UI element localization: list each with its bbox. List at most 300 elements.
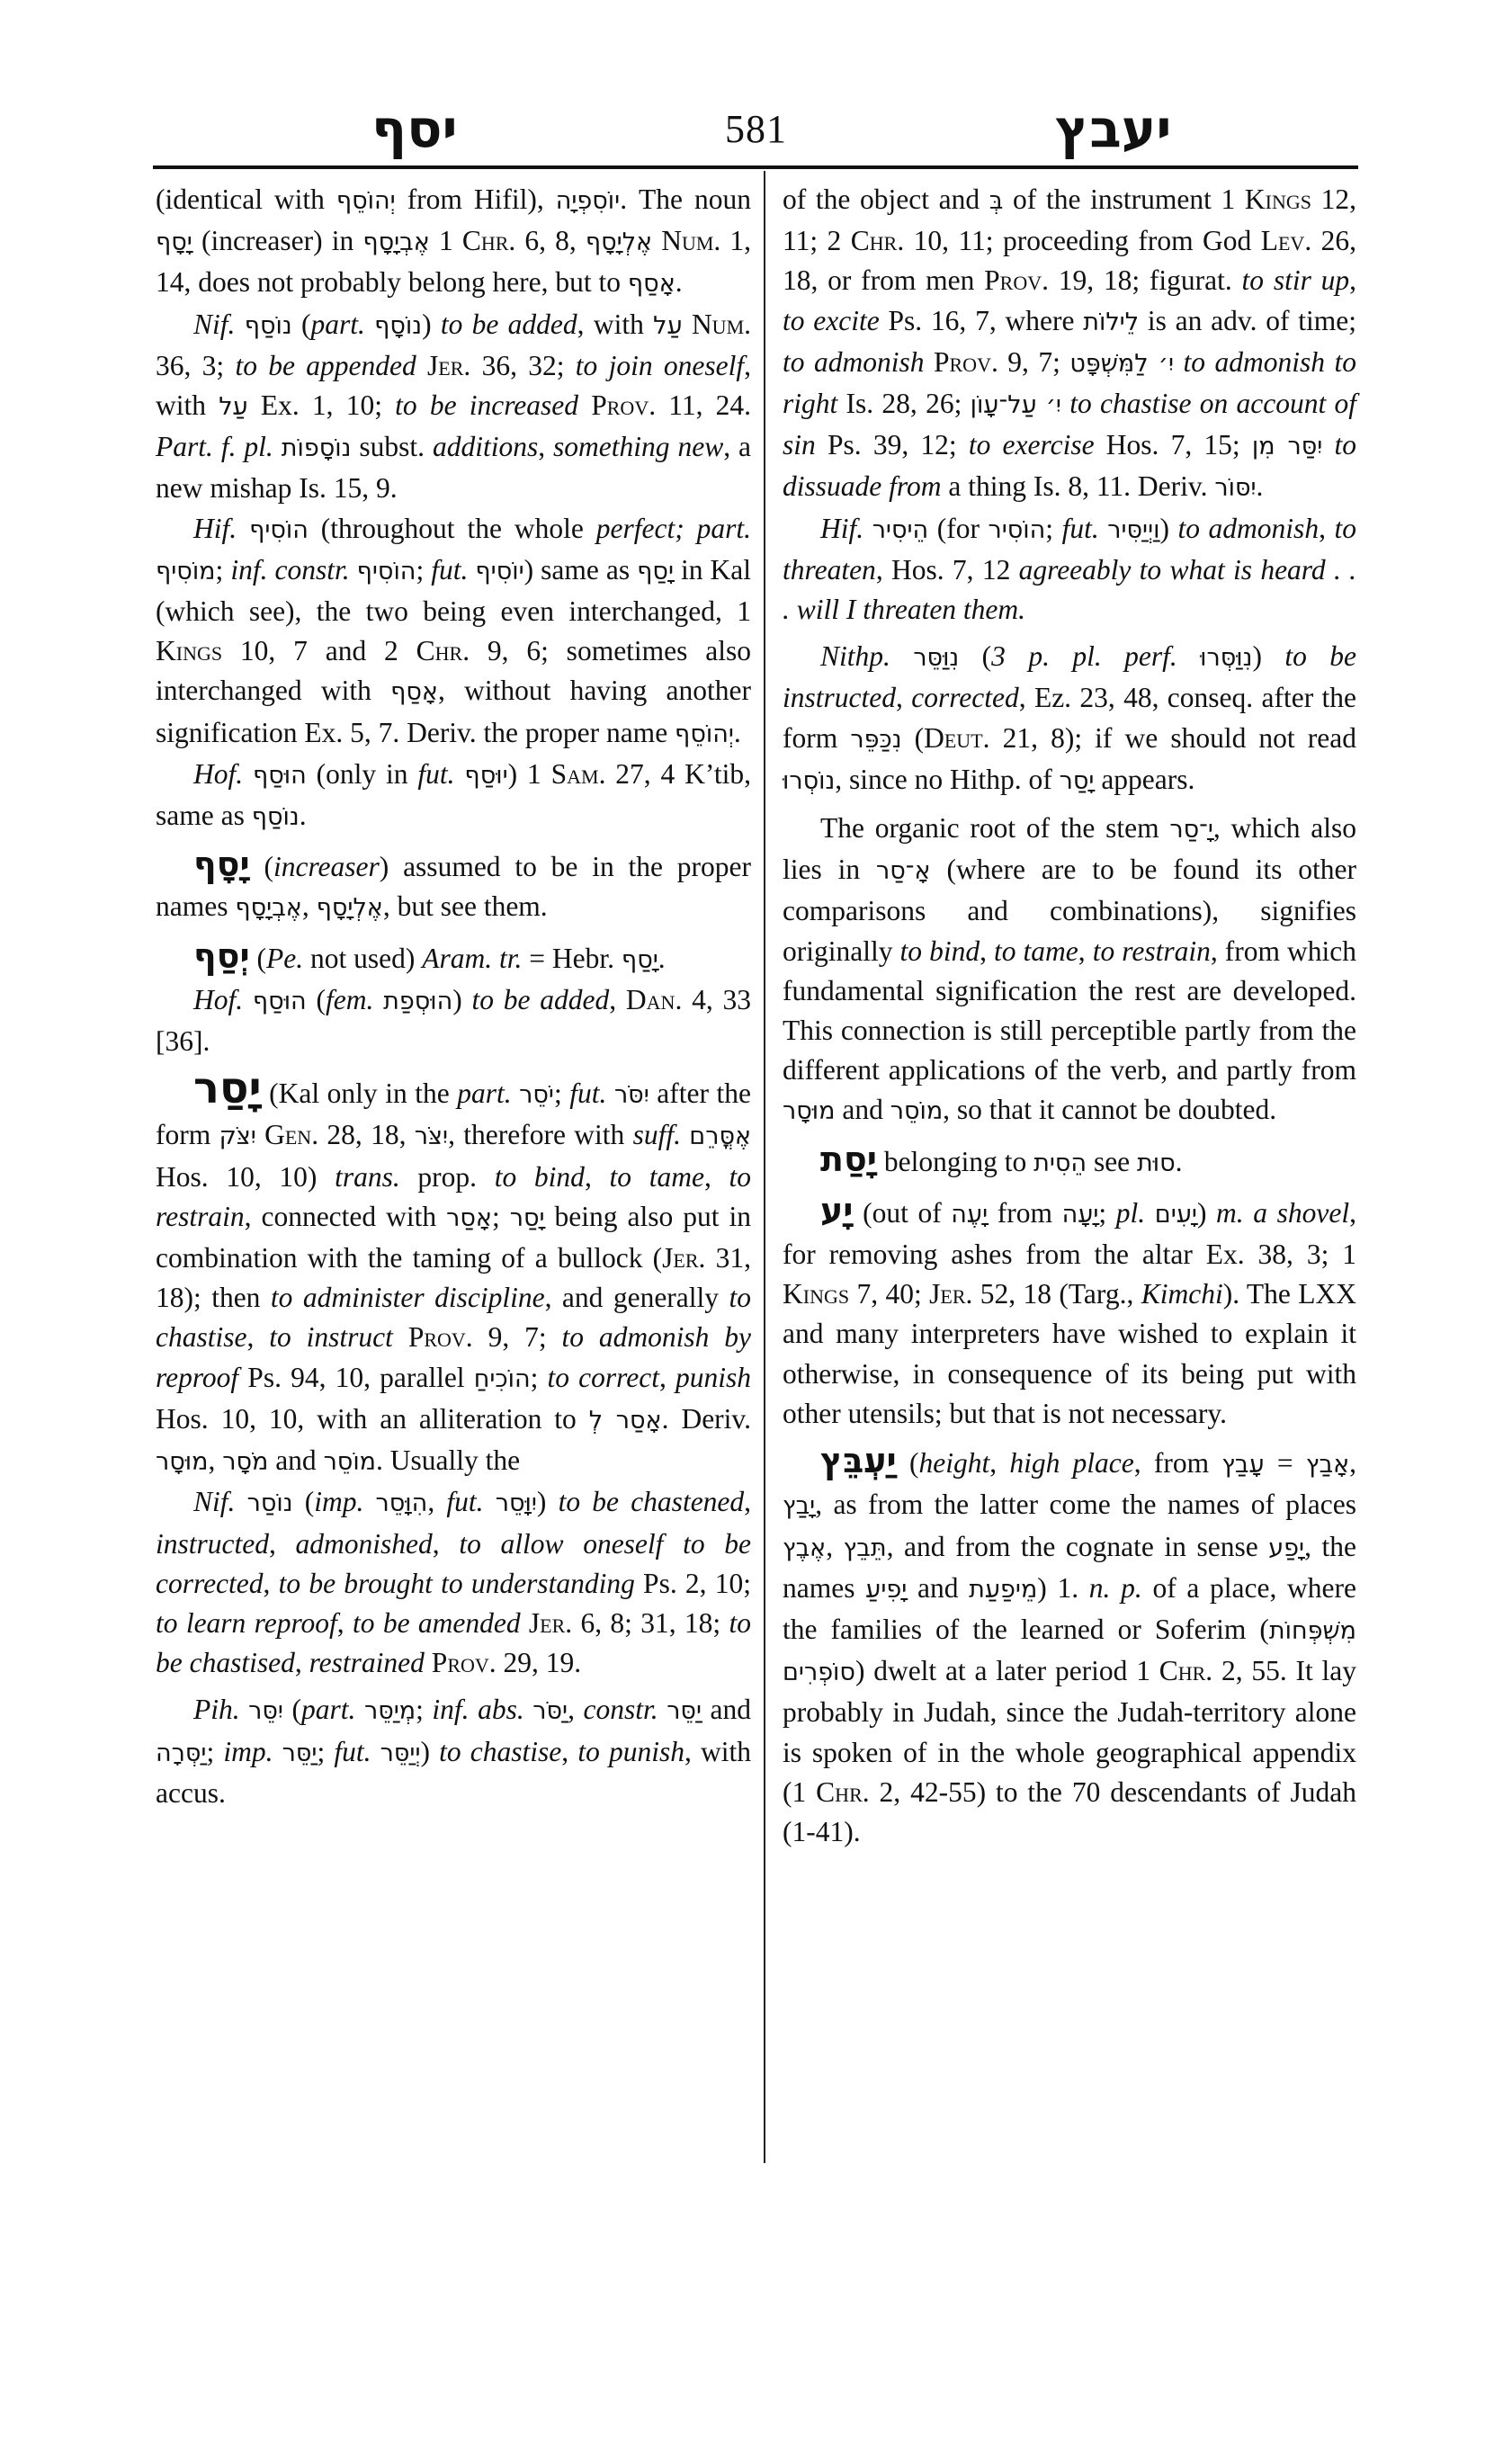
hebrew-word: אָסַר [446,1203,492,1232]
hebrew-word: יֹסֵר [519,1081,554,1110]
text-run: , with [577,308,654,340]
running-head-right-word: יעבץ [1055,98,1172,159]
text-run: , [1319,512,1335,544]
italic-gloss: to be added [440,308,577,340]
hebrew-word: יָ־סַר [1169,816,1213,845]
text-run: , [269,1527,296,1560]
text-run [1145,1197,1155,1229]
text-run [235,1486,246,1517]
text-run: , connected with [244,1200,447,1232]
italic-gloss: fut. [1061,512,1099,544]
text-run [683,308,692,340]
text-run [273,431,282,462]
hebrew-word: הוֹסִיר [988,515,1046,544]
italic-gloss: to tame [994,934,1078,967]
book-abbreviation: Prov [591,389,649,422]
text-run: , [294,1647,309,1679]
hebrew-word: יָעִים [1154,1200,1197,1229]
italic-gloss: to chastise [439,1735,562,1767]
book-abbreviation: Deut [924,721,983,754]
italic-gloss: to be instructed [783,640,1357,714]
text-run: of a place, where the families of the learned or Soferim ( [783,1571,1356,1645]
hebrew-word: אֶלְיָסָף [585,228,653,257]
hebrew-word: נוֹסַף [244,311,292,340]
hebrew-word: בְּ [989,187,1004,215]
text-run: see [1087,1145,1138,1177]
text-run: ; [416,553,432,586]
italic-gloss: to restrain [1092,934,1211,967]
text-run: , [826,1530,844,1562]
text-run [512,1077,520,1109]
italic-gloss: to be added [471,983,610,1015]
hebrew-word: יוּסַף [464,761,508,790]
book-abbreviation: Prov [984,264,1042,297]
text-run: ) [452,983,472,1015]
italic-gloss: to exercise [968,429,1095,461]
text-run: . Deriv. [661,1402,751,1435]
text-run: , as from the latter come the names of places [815,1489,1356,1521]
hebrew-word: יְהוֹסֵף [336,187,396,215]
hebrew-word: יָפַע [1268,1533,1305,1562]
text-run: , [301,890,317,923]
italic-gloss: to chastise [156,1282,752,1354]
italic-gloss: to learn reproof [156,1606,337,1639]
text-run: , [703,1160,729,1193]
hebrew-word: מְיַסֵּר [363,1697,416,1726]
text-run: . 4, 33 [36]. [156,983,752,1058]
hebrew-word: מִשְׁפְּחוֹת סוֹפְרִים [783,1616,1356,1687]
italic-gloss: punish [675,1361,751,1393]
text-run: (only in [306,757,418,790]
text-run [273,1736,282,1767]
entry-paragraph [783,509,1356,630]
entry-paragraph [783,1441,1356,1852]
hebrew-word: יַסֹּר [532,1697,568,1726]
text-run: , [263,1567,279,1599]
italic-gloss: fut. [446,1486,484,1518]
headword: יַעְבֵּץ [820,1441,897,1481]
text-run [363,1486,375,1517]
text-run: Hos. 10, 10) [156,1160,336,1193]
italic-gloss: Aram. tr. [422,942,523,974]
text-run: , so that it cannot be doubted. [943,1094,1277,1126]
italic-gloss: to be amended [353,1606,521,1639]
book-abbreviation: Jer [427,349,464,381]
book-abbreviation: Chr [416,635,463,667]
text-run: . [658,942,666,974]
headword: יָסָף [193,845,250,885]
column-divider [764,171,765,2163]
entry-paragraph [156,980,751,1061]
hebrew-word: יִצֹּק [219,1122,256,1151]
hebrew-word: אָבַץ [1305,1451,1350,1480]
text-run: (where are to be found its other comparisons and combinations), signifies originally [783,854,1356,967]
hebrew-word: אֶסֳּרֵם [689,1122,752,1151]
text-run: ; [206,1735,224,1767]
book-abbreviation: Chr [461,225,509,257]
italic-gloss: inf. constr. [230,553,350,586]
text-run: after the form [156,1077,751,1151]
page-number: 581 [725,107,787,151]
hebrew-word: הוֹסִיף [249,515,309,544]
text-run: . 19, 18; figurat. [1042,264,1242,297]
text-run [863,513,872,544]
text-run: , [1349,1447,1357,1480]
text-run: 1 [429,225,462,257]
text-run: , [989,1447,1010,1480]
italic-gloss: to instruct [269,1321,393,1354]
hebrew-word: יִסֵּר [248,1697,283,1726]
text-run: . [1256,470,1264,503]
text-run [350,554,357,586]
hebrew-word: הֵיסִיר [872,515,929,544]
header-rule [153,165,1358,169]
hebrew-word: אֶבְיָסָף [362,228,430,257]
book-abbreviation: Prov [933,345,991,378]
text-run: (Kal only in the [261,1077,458,1110]
text-run: subst. [351,431,433,463]
book-abbreviation: Jer [528,1606,566,1639]
text-run: , with accus. [156,1735,752,1809]
book-abbreviation: Kings [156,635,223,667]
hebrew-word: יִסַּר מִן [1251,433,1323,461]
text-run: (throughout the whole [308,512,596,544]
book-abbreviation: Gen [264,1119,312,1151]
text-run: of the instrument 1 [1003,183,1245,215]
italic-gloss: imp. [223,1735,273,1767]
text-run [365,308,374,340]
text-run: . 1, 14, does not probably belong here, but to [156,225,752,299]
hebrew-word: יַסֵּר [282,1739,318,1767]
text-run: . 6, 8; 31, 18; [565,1606,729,1639]
hebrew-word: עַל [219,393,248,422]
book-abbreviation: Lev [1260,225,1305,257]
italic-gloss: fem. [325,983,374,1015]
text-run: 7, 40; [849,1278,930,1310]
text-run: = [1264,1447,1306,1480]
text-run: . 31, 18); then [156,1242,751,1314]
entry-paragraph [156,305,751,509]
entry-paragraph [783,1191,1356,1434]
hebrew-word: הוֹכִיחַ [473,1364,531,1393]
text-run [355,1694,364,1725]
text-run: Is. 28, 26; [837,388,971,420]
text-run: . 52, 18 (Targ., [965,1278,1141,1310]
text-run: Ps. 94, 10, parallel [238,1361,474,1393]
hebrew-word: יְהוֹסֵף [675,720,734,748]
text-run [371,1736,380,1767]
text-run: . 9, 7; [990,345,1070,378]
text-run [1061,388,1069,419]
italic-gloss: to be brought to understanding [278,1567,635,1599]
text-run: , with [156,349,751,422]
text-run: ( [306,983,326,1015]
text-run: from [988,1196,1062,1229]
italic-gloss: to chastise on account of sin [783,388,1357,461]
entry-paragraph [156,1482,751,1683]
text-run: not used) [303,942,423,974]
text-run [681,1119,689,1150]
italic-gloss: instructed [156,1527,269,1560]
italic-gloss: to punish [577,1735,684,1767]
text-run [925,346,934,378]
text-run: , [561,1735,578,1767]
text-run: , [896,682,912,714]
italic-gloss: restrained [309,1647,425,1679]
hebrew-word: מוּסָר [156,1448,209,1477]
hebrew-word: נוֹסַר [246,1489,293,1518]
book-abbreviation: Num [661,225,714,257]
text-run [652,225,661,256]
hebrew-word: אֶלְיָסָף [316,894,383,923]
text-run: . 10, 11; proceeding from God [897,225,1261,257]
italic-gloss: to stir up [1241,264,1350,297]
text-run: , Ez. 23, 48, conseq. after the form [783,682,1357,754]
italic-gloss: agreeably to what is heard . . . will I threaten them. [783,553,1356,626]
text-run: . Usually the [376,1444,521,1477]
italic-gloss: Hof. [193,757,244,790]
text-run [658,1694,667,1725]
text-run: ) [1159,512,1178,544]
text-run: prop. [399,1160,495,1193]
italic-gloss: pl. [1115,1196,1146,1229]
text-run: 12, 11; 2 [783,183,1357,257]
hebrew-word: יָפִיעַ [865,1575,908,1604]
hebrew-word: נִוַּסְּרוּ [1200,644,1253,673]
italic-gloss: to bind [494,1160,585,1193]
text-run: ; [491,1200,510,1232]
hebrew-word: יִסֹּר [613,1081,649,1110]
text-run: ) [536,1486,559,1518]
text-run [578,389,591,421]
text-run: , [609,983,626,1015]
headword: יְסַף [193,935,250,976]
text-run [1322,429,1334,460]
text-run: . The noun [620,183,751,215]
text-run: . 36, 32; [463,349,576,381]
hebrew-word: יָעֶה [951,1200,989,1229]
text-run: ( [291,308,311,340]
text-run: ; [416,1694,433,1726]
text-run: and [835,1094,890,1126]
text-run [416,350,427,381]
text-run: . 9, 6; sometimes also interchanged with [156,635,751,707]
text-run: ) 1. [1037,1571,1089,1604]
headword: יָע [820,1190,854,1230]
entry-paragraph [156,1063,752,1482]
book-abbreviation: Chr [1159,1655,1206,1687]
text-run: , the names [783,1530,1357,1604]
italic-gloss: Hof. [193,983,244,1015]
text-run: Ps. 16, 7, where [879,304,1084,336]
text-run: , [1349,264,1356,297]
italic-gloss: m. a shovel [1216,1196,1350,1229]
text-run: . [299,800,307,832]
text-run: ; [215,553,231,586]
text-run: . 2, 55. It lay probably in Judah, since the Judah-territory alone is spoken of in the whole geographical appendix (1 [783,1655,1356,1808]
text-run: ( [292,1486,315,1518]
hebrew-word: יִ׳ עַל־עָוֹן [970,391,1061,420]
text-run: (identical with [156,183,336,215]
book-abbreviation: Sam [550,757,599,790]
italic-gloss: Part. f. pl. [156,431,273,463]
text-run: ) [1196,1196,1217,1229]
book-abbreviation: Kings [783,1278,850,1310]
hebrew-word: יָסַר [1059,766,1095,795]
book-abbreviation: Prov [407,1321,466,1354]
text-run: , [584,1160,610,1193]
text-run: Ex. 1, 10; [247,389,396,422]
text-run: appears. [1094,763,1195,795]
italic-gloss: part. [301,1694,356,1726]
text-run: , Hos. 7, 12 [875,553,1019,586]
hebrew-word: יִסּוֹר [1214,474,1257,503]
text-run [243,758,253,790]
hebrew-word: יִוָּסֵר [495,1489,537,1518]
hebrew-word: יָבַץ [783,1492,816,1521]
italic-gloss: fut. [334,1735,371,1767]
hebrew-word: וַיְיַסִּיר [1107,515,1160,544]
hebrew-word: אָסַף [627,270,675,299]
running-head-left-word: יסף [371,98,458,159]
italic-gloss: Nif. [193,1486,236,1518]
italic-gloss: part. [310,308,365,340]
italic-gloss: n. p. [1088,1571,1142,1604]
italic-gloss: to threaten [783,512,1357,586]
hebrew-word: יִצֹּר [414,1122,449,1151]
text-run [243,984,253,1015]
text-run: . 36, 3; [156,308,752,381]
hebrew-word: מוֹסֵר [323,1448,377,1477]
text-run: ( [282,1694,302,1726]
italic-gloss: Pih. [193,1694,240,1726]
running-head [156,97,1356,160]
text-run: . 6, 8, [508,225,586,257]
italic-gloss: Nif. [193,308,236,340]
text-run: . 28, 18, [311,1119,415,1151]
text-run: ( [249,851,273,883]
hebrew-word: תֵּבֵץ [843,1533,887,1562]
italic-gloss: suff. [632,1119,681,1151]
text-run [606,1077,614,1109]
hebrew-word: נוֹסָפוֹת [281,434,352,463]
text-run: ( [896,1447,919,1480]
italic-gloss: Hif. [820,512,864,544]
entry-paragraph [783,637,1356,801]
text-run: , from [1133,1447,1222,1480]
italic-gloss: to be appended [235,349,416,381]
text-run: a thing Is. 8, 11. Deriv. [941,470,1215,503]
text-run: , [658,1361,675,1393]
right-column [783,180,1356,1852]
text-run: being also put in combination with the taming of a bullock ( [156,1200,751,1274]
text-run: of the object and [783,183,989,215]
text-run [455,758,465,790]
book-abbreviation: Chr [816,1775,863,1808]
italic-gloss: part. [457,1077,512,1110]
text-run: 10, 7 and 2 [222,635,416,667]
italic-gloss: to tame [609,1160,704,1193]
text-run: , [744,1486,752,1518]
text-run: (out of [853,1196,952,1229]
text-run: ) dwelt at a later period 1 [854,1655,1159,1687]
text-run: = Hebr. [522,942,622,974]
italic-gloss: admonished [295,1527,433,1560]
italic-gloss: to admonish to right [783,345,1357,420]
text-run [240,1694,249,1725]
headword: יָסַת [820,1139,877,1179]
entry-paragraph [156,180,751,305]
hebrew-word: יְיַסֵּר [380,1739,421,1767]
italic-gloss: Pe. [266,942,304,974]
text-run: Ps. 2, 10; [634,1567,752,1599]
text-run: . 9, 7; [465,1321,562,1354]
hebrew-word: הוּסַף [253,761,307,790]
entry-paragraph [156,845,751,928]
italic-gloss: to admonish by reproof [156,1321,752,1393]
text-run: and [907,1571,970,1604]
text-run: , but see them. [382,890,548,923]
entry-paragraph [156,1690,751,1813]
text-run: . [1175,1145,1183,1177]
hebrew-word: יִ׳ לַמִּשְׁפָּט [1069,349,1175,378]
text-run [890,640,913,672]
entry-paragraph [156,755,751,837]
hebrew-word: יוֹסִפְיָה [555,187,621,215]
text-run [1177,640,1200,672]
text-run: , [208,1444,223,1477]
italic-gloss: fut. [417,757,455,790]
text-run: (for [928,512,989,544]
text-run: ). The LXX and many interpreters have wished to explain it otherwise, in consequence of its being put with other utensils; but that is not necessary. [783,1278,1356,1429]
text-run: and [702,1694,752,1726]
hebrew-word: יָסַף [637,557,674,586]
hebrew-word: אָ־סַר [876,857,931,886]
text-run [256,1119,264,1150]
text-run: Hos. 10, 10, with an alliteration to [156,1402,589,1435]
text-run: , [1078,934,1093,967]
text-run: ( [901,721,925,754]
hebrew-word: יָסָף [156,228,192,257]
text-run: , for removing ashes from the altar Ex. 38, 3; 1 [783,1196,1356,1271]
text-run: , a new mishap Is. 15, 9. [156,431,752,505]
text-run [425,1647,432,1678]
hebrew-word: מוּסָר [783,1097,836,1126]
text-run: ; [530,1361,548,1393]
hebrew-word: אֶבְיָסָף [235,894,302,923]
hebrew-word: הִוָּסֵר [375,1489,428,1518]
text-run: , since no Hithp. of [835,763,1060,795]
italic-gloss: to join oneself [575,349,745,381]
text-run: and [268,1444,324,1477]
text-run: Hos. 7, 15; [1094,429,1252,461]
book-abbreviation: Jer [929,1278,966,1310]
italic-gloss: 3 p. pl. perf. [991,640,1177,673]
hebrew-word: אֶבֶץ [783,1533,827,1562]
text-run [1099,513,1108,544]
text-run: ) 1 [507,757,551,790]
italic-gloss: corrected [911,682,1019,714]
italic-gloss: high place [1009,1447,1134,1480]
italic-gloss: to be increased [395,389,579,422]
text-run: Ps. 39, 12; [815,429,969,461]
italic-gloss: inf. abs. [432,1694,524,1726]
text-run: ; [1045,512,1062,544]
hebrew-word: הוּסַף [252,987,307,1015]
book-abbreviation: Chr [850,225,898,257]
text-run: , [246,1321,270,1354]
book-abbreviation: Num [691,308,745,340]
